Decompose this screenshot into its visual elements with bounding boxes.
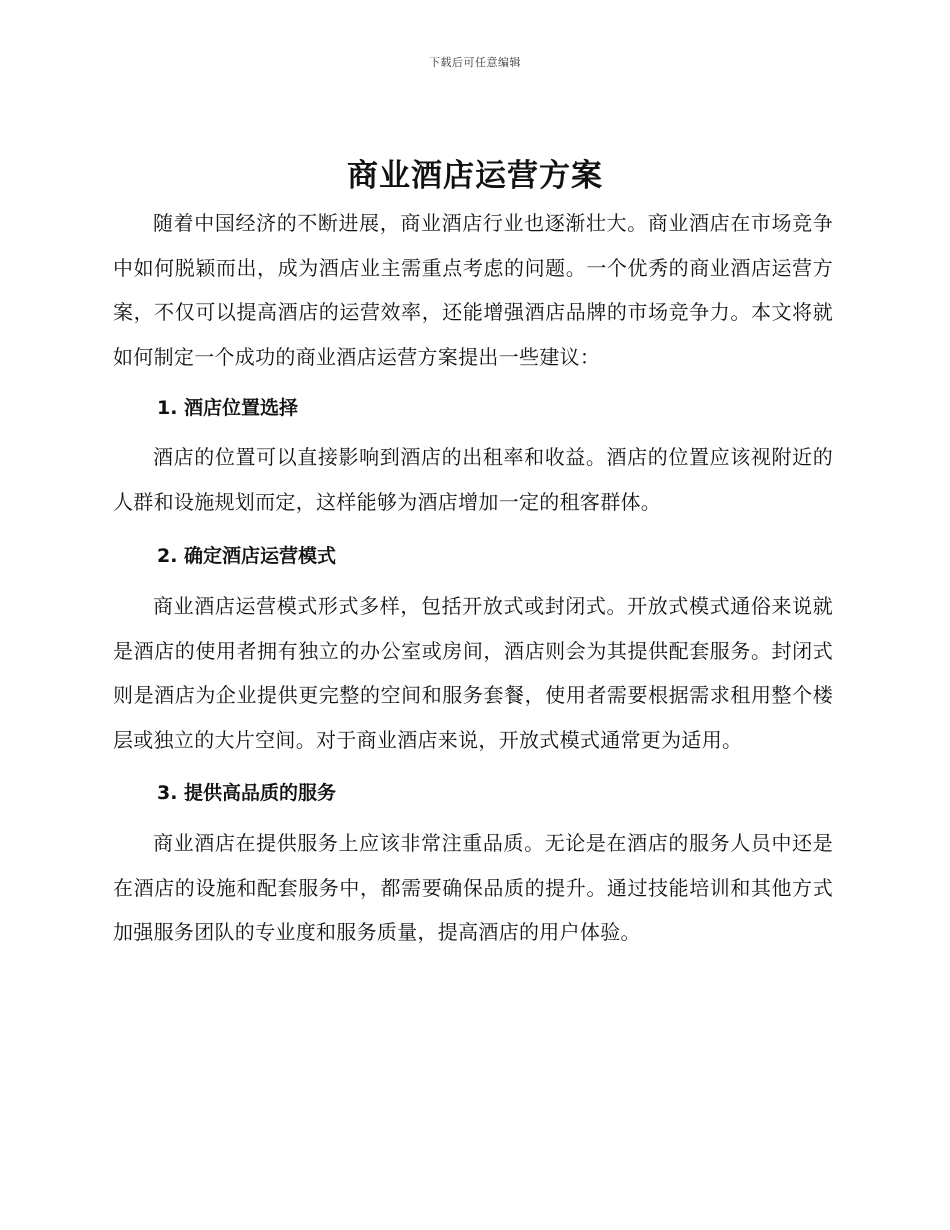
section-body-location: 酒店的位置可以直接影响到酒店的出租率和收益。酒店的位置应该视附近的人群和设施规划而定，这样能够为酒店增加一定的租客群体。 [113, 445, 833, 514]
document-title: 商业酒店运营方案 [347, 158, 603, 194]
section-body-service-quality: 商业酒店在提供服务上应该非常注重品质。无论是在酒店的服务人员中还是在酒店的设施和配套服务中，都需要确保品质的提升。通过技能培训和其他方式加强服务团队的专业度和服务质量，提高酒店的用户体验。 [113, 831, 833, 944]
intro-paragraph: 随着中国经济的不断进展，商业酒店行业也逐渐壮大。商业酒店在市场竞争中如何脱颖而出，成为酒店业主需重点考虑的问题。一个优秀的商业酒店运营方案，不仅可以提高酒店的运营效率，还能增强酒店品牌的市场竞争力。本文将就如何制定一个成功的商业酒店运营方案提出一些建议： [113, 211, 833, 369]
document-body [113, 201, 833, 955]
section-heading-operating-model: 2. 确定酒店运营模式 [157, 545, 337, 567]
header-note: 下载后可任意编辑 [429, 56, 521, 69]
section-heading-service-quality: 3. 提供高品质的服务 [157, 782, 337, 804]
section-heading-location: 1. 酒店位置选择 [157, 397, 299, 419]
section-body-operating-model: 商业酒店运营模式形式多样，包括开放式或封闭式。开放式模式通俗来说就是酒店的使用者拥有独立的办公室或房间，酒店则会为其提供配套服务。封闭式则是酒店为企业提供更完整的空间和服务套餐，使用者需要根据需求租用整个楼层或独立的大片空间。对于商业酒店来说，开放式模式通常更为适用。 [113, 594, 833, 752]
